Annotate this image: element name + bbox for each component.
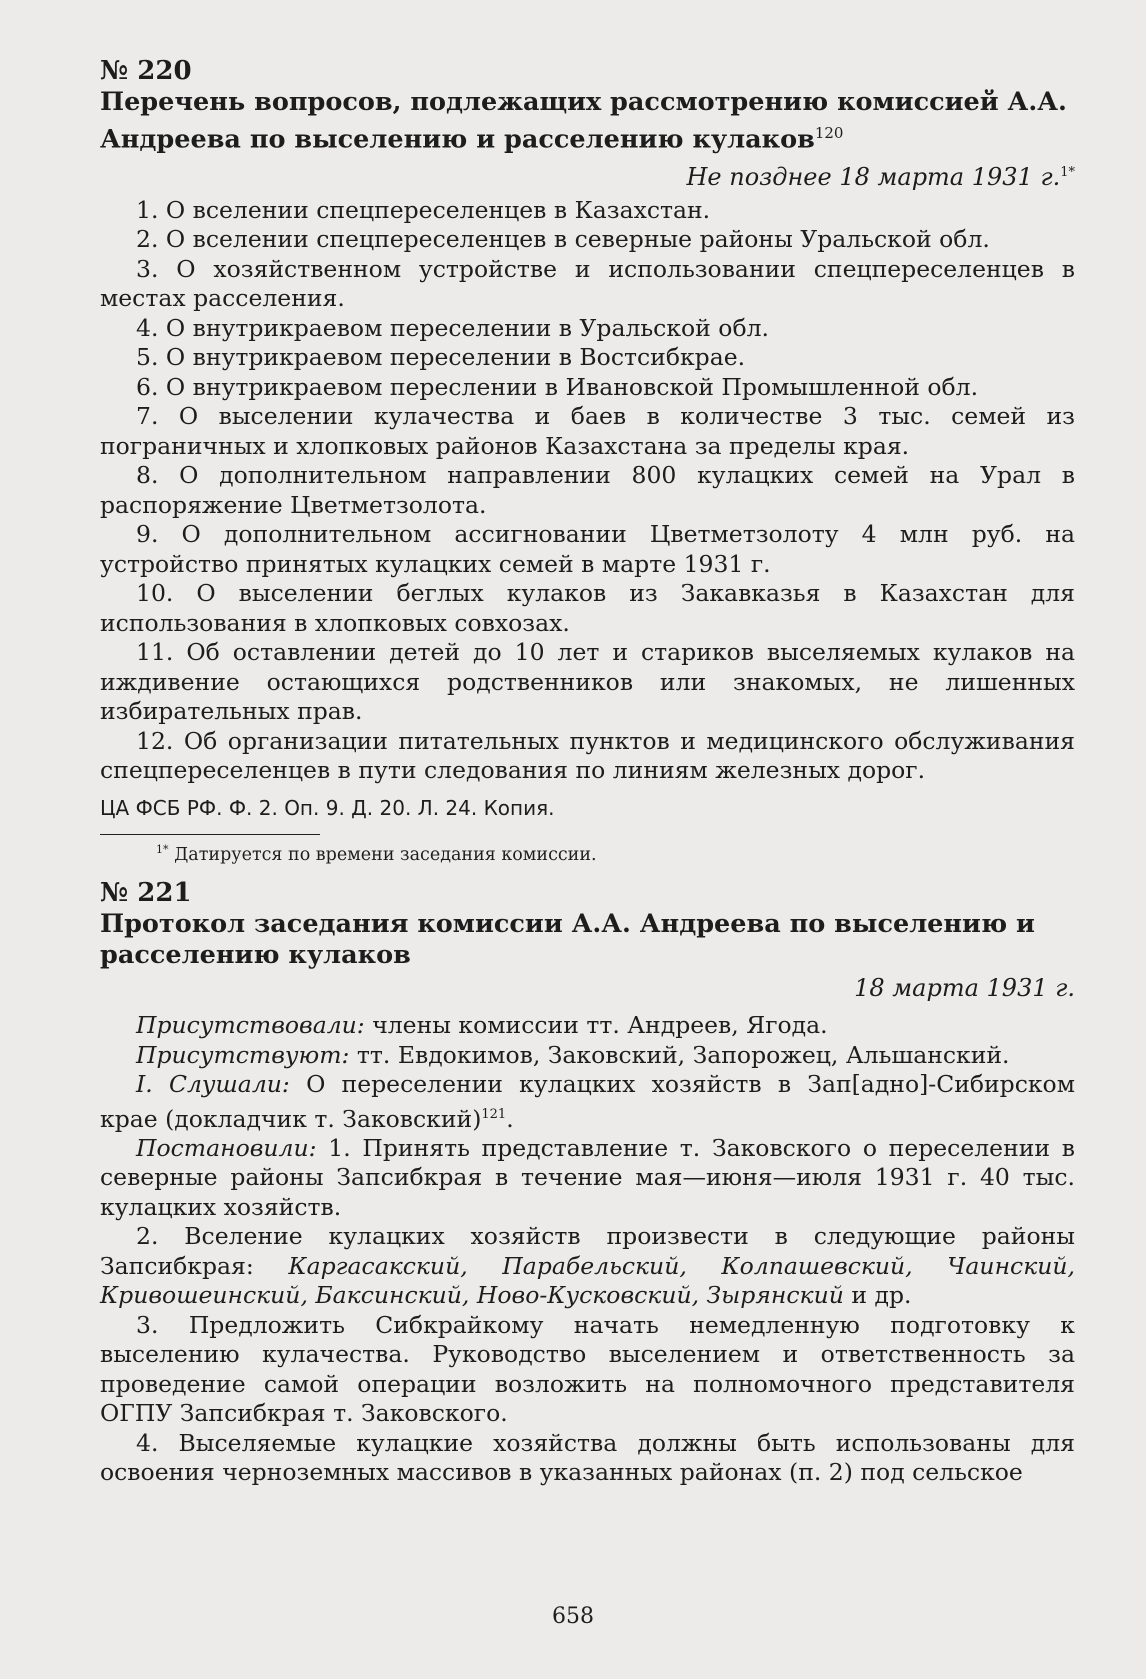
question-list	[100, 196, 1075, 786]
document-title: Перечень вопросов, подлежащих рассмотрению комиссией А.А. Андреева по выселению и расселению кулаков$^{120}$	[100, 87, 1067, 155]
list-item: 3. О хозяйственном устройстве и использовании спецпереселенцев в местах расселения.	[100, 254, 1075, 312]
footnote: $^{1*}$ Датируется по времени заседания комиссии.	[156, 842, 597, 865]
decision-1: Постановили: 1. Принять представление т. Заковского о переселении в северные районы Запсибкрая в течение мая—июня—июля 1931 г. 40 тыс. кулацких хозяйств.	[100, 1133, 1075, 1221]
document-221	[100, 878, 1075, 1488]
decision-4: 4. Выселяемые кулацкие хозяйства должны быть использованы для освоения черноземных массивов в указанных районах (п. 2) под сельское	[100, 1428, 1075, 1487]
document-date: Не позднее 18 марта 1931 г.$^{1*}$	[686, 162, 1075, 191]
decision-2: 2. Вселение кулацких хозяйств произвести в следующие районы Запсибкрая: Каргасакский, Парабельский, Колпашевский, Чаинский, Кривошеинский, Баксинский, Ново-Кусковский, Зырянский и др.	[100, 1222, 1075, 1310]
decision-3: 3. Предложить Сибкрайкому начать немедленную подготовку к выселению кулачества. Руководство выселением и ответственность за проведение самой операции возложить на полномочного представителя ОГПУ Запсибкрая т. Заковского.	[100, 1310, 1075, 1428]
document-date: 18 марта 1931 г.	[854, 974, 1075, 1002]
list-item: 11. Об оставлении детей до 10 лет и стариков выселяемых кулаков на иждивение остающихся родственников или знакомых, не лишенных избирательных прав.	[100, 638, 1075, 725]
attendees-members: Присутствовали: члены комиссии тт. Андреев, Ягода.	[136, 1011, 828, 1039]
list-item: 9. О дополнительном ассигновании Цветметзолоту 4 млн руб. на устройство принятых кулацких семей в марте 1931 г.	[100, 520, 1075, 578]
district-list: Каргасакский, Парабельский, Колпашевский, Чаинский, Кривошеинский, Баксинский, Ново-Кусковский, Зырянский	[100, 1251, 1075, 1310]
list-item: 8. О дополнительном направлении 800 кулацких семей на Урал в распоряжение Цветметзолота.	[100, 461, 1075, 519]
protocol-body	[100, 1011, 1075, 1488]
document-number: № 221	[100, 878, 192, 908]
list-item: 2. О вселении спецпереселенцев в северные районы Уральской обл.	[136, 225, 990, 253]
list-item: 4. О внутрикраевом переселении в Уральской обл.	[136, 313, 769, 342]
footnote-ref: 1*	[1060, 164, 1075, 180]
heard-item: I. Слушали: О переселении кулацких хозяйств в Зап[адно]-Сибирском крае (докладчик т. Заковский)$^{121}$.	[100, 1070, 1075, 1133]
list-item: 5. О внутрикраевом переселении в Востсибкрае.	[136, 343, 746, 371]
list-item: 6. О внутрикраевом переслении в Ивановской Промышленной обл.	[136, 372, 979, 401]
attendees-guests: Присутствуют: тт. Евдокимов, Заковский, Запорожец, Альшанский.	[136, 1040, 1010, 1069]
archive-source: ЦА ФСБ РФ. Ф. 2. Оп. 9. Д. 20. Л. 24. Копия.	[100, 795, 555, 820]
document-220	[100, 56, 1075, 867]
list-item: 10. О выселении беглых кулаков из Закавказья в Казахстан для использования в хлопковых совхозах.	[100, 579, 1075, 637]
document-title: Протокол заседания комиссии А.А. Андреева по выселению и расселению кулаков	[100, 909, 1035, 970]
page-number: 658	[552, 1604, 594, 1629]
document-number: № 220	[100, 56, 192, 86]
list-item: 7. О выселении кулачества и баев в количестве 3 тыс. семей из пограничных и хлопковых районов Казахстана за пределы края.	[100, 402, 1075, 460]
endnote-ref: 121	[481, 1106, 507, 1122]
footnote-divider	[100, 834, 320, 835]
list-item: 12. Об организации питательных пунктов и медицинского обслуживания спецпереселенцев в пути следования по линиям железных дорог.	[100, 726, 1075, 784]
list-item: 1. О вселении спецпереселенцев в Казахстан.	[136, 195, 711, 224]
endnote-ref: 120	[814, 124, 844, 142]
